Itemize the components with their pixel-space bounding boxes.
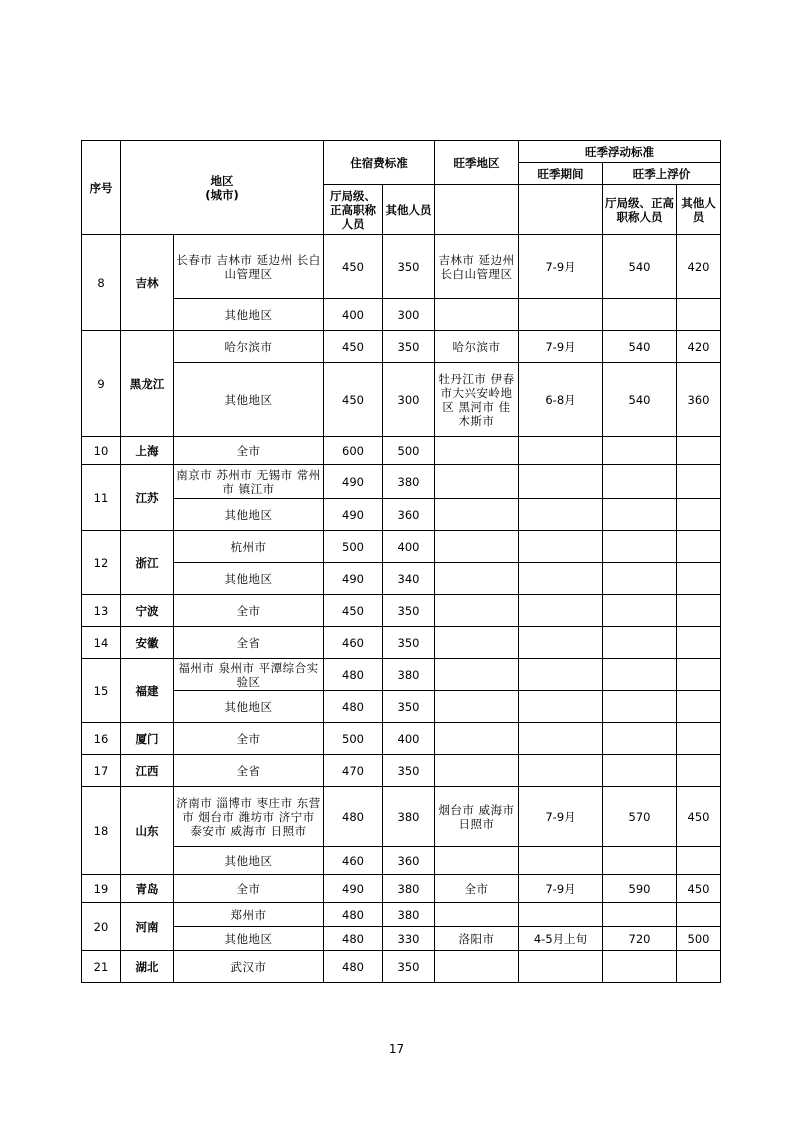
city-cell: 全省 — [174, 627, 324, 659]
empty-cell — [677, 847, 721, 875]
city-cell: 其他地区 — [174, 499, 324, 531]
peak-other-cell: 450 — [677, 875, 721, 903]
senior-rate-cell: 460 — [324, 627, 383, 659]
city-cell: 全市 — [174, 723, 324, 755]
empty-cell — [519, 847, 603, 875]
seq-cell: 20 — [82, 903, 121, 951]
empty-cell — [519, 563, 603, 595]
city-cell: 全市 — [174, 875, 324, 903]
peak-senior-cell: 540 — [603, 363, 677, 437]
lodging-standard-table — [81, 140, 721, 983]
other-rate-cell: 350 — [383, 331, 435, 363]
empty-cell — [435, 499, 519, 531]
peak-period-cell: 4-5月上旬 — [519, 927, 603, 951]
province-cell: 黑龙江 — [121, 331, 174, 437]
other-rate-cell: 350 — [383, 235, 435, 299]
peak-other-cell: 500 — [677, 927, 721, 951]
empty-cell — [435, 659, 519, 691]
empty-cell — [603, 659, 677, 691]
other-rate-cell: 380 — [383, 875, 435, 903]
empty-cell — [603, 723, 677, 755]
province-cell: 湖北 — [121, 951, 174, 983]
seq-cell: 12 — [82, 531, 121, 595]
empty-cell — [519, 903, 603, 927]
empty-cell — [677, 691, 721, 723]
province-cell: 福建 — [121, 659, 174, 723]
seq-cell: 16 — [82, 723, 121, 755]
empty-cell — [677, 299, 721, 331]
empty-cell — [435, 903, 519, 927]
senior-rate-cell: 480 — [324, 659, 383, 691]
empty-cell — [519, 627, 603, 659]
table-row — [82, 499, 721, 531]
table-row — [82, 951, 721, 983]
empty-cell — [677, 627, 721, 659]
peak-other-cell: 360 — [677, 363, 721, 437]
empty-cell — [677, 595, 721, 627]
city-cell: 长春市 吉林市 延边州 长白山管理区 — [174, 235, 324, 299]
senior-rate-cell: 490 — [324, 875, 383, 903]
table-row — [82, 787, 721, 847]
empty-cell — [603, 563, 677, 595]
table-row — [82, 723, 721, 755]
senior-rate-cell: 450 — [324, 363, 383, 437]
senior-rate-cell: 490 — [324, 499, 383, 531]
table-row — [82, 755, 721, 787]
city-cell: 其他地区 — [174, 563, 324, 595]
region-header-label: 地区 — [210, 173, 234, 188]
table-row — [82, 927, 721, 951]
seq-header: 序号 — [82, 141, 121, 235]
peak-area-cell: 吉林市 延边州 长白山管理区 — [435, 235, 519, 299]
peak-other-cell: 420 — [677, 331, 721, 363]
empty-cell — [677, 531, 721, 563]
peak-area-cell: 洛阳市 — [435, 927, 519, 951]
empty-cell — [435, 437, 519, 465]
city-cell: 郑州市 — [174, 903, 324, 927]
city-cell: 哈尔滨市 — [174, 331, 324, 363]
seq-cell: 17 — [82, 755, 121, 787]
empty-cell — [603, 499, 677, 531]
peak-period-cell: 7-9月 — [519, 331, 603, 363]
province-cell: 厦门 — [121, 723, 174, 755]
senior-rate-cell: 600 — [324, 437, 383, 465]
peak-area-cell: 牡丹江市 伊春市大兴安岭地区 黑河市 佳木斯市 — [435, 363, 519, 437]
empty-cell — [677, 755, 721, 787]
city-cell: 福州市 泉州市 平潭综合实验区 — [174, 659, 324, 691]
empty-cell — [435, 691, 519, 723]
empty-cell — [519, 465, 603, 499]
empty-cell — [519, 723, 603, 755]
lodging-other-header: 其他人员 — [383, 185, 435, 235]
province-cell: 浙江 — [121, 531, 174, 595]
other-rate-cell: 340 — [383, 563, 435, 595]
empty-cell — [435, 531, 519, 563]
seq-cell: 8 — [82, 235, 121, 331]
empty-cell — [519, 659, 603, 691]
peak-senior-cell: 540 — [603, 331, 677, 363]
empty-cell — [677, 465, 721, 499]
senior-rate-cell: 500 — [324, 723, 383, 755]
city-cell: 其他地区 — [174, 691, 324, 723]
senior-rate-cell: 480 — [324, 903, 383, 927]
seq-cell: 13 — [82, 595, 121, 627]
seq-cell: 9 — [82, 331, 121, 437]
table-row — [82, 847, 721, 875]
province-cell: 安徽 — [121, 627, 174, 659]
empty-cell — [519, 755, 603, 787]
peak-region-header: 旺季地区 — [435, 141, 519, 185]
empty-cell — [603, 755, 677, 787]
other-rate-cell: 350 — [383, 951, 435, 983]
city-cell: 全市 — [174, 437, 324, 465]
other-rate-cell: 350 — [383, 595, 435, 627]
seq-cell: 14 — [82, 627, 121, 659]
seq-cell: 19 — [82, 875, 121, 903]
peak-senior-cell: 720 — [603, 927, 677, 951]
empty-cell — [603, 531, 677, 563]
seq-cell: 18 — [82, 787, 121, 875]
page-number: 17 — [388, 1042, 405, 1056]
empty-cell — [435, 627, 519, 659]
province-cell: 江苏 — [121, 465, 174, 531]
senior-rate-cell: 480 — [324, 691, 383, 723]
senior-rate-cell: 400 — [324, 299, 383, 331]
empty-cell — [603, 627, 677, 659]
seq-cell: 10 — [82, 437, 121, 465]
peak-area-cell: 哈尔滨市 — [435, 331, 519, 363]
senior-rate-cell: 460 — [324, 847, 383, 875]
peak-senior-cell: 590 — [603, 875, 677, 903]
peak-senior-header: 厅局级、正高职称人员 — [603, 185, 677, 235]
empty-cell — [603, 299, 677, 331]
table-row — [82, 531, 721, 563]
empty-cell — [603, 437, 677, 465]
empty-cell — [519, 595, 603, 627]
empty-cell — [435, 563, 519, 595]
city-cell: 全省 — [174, 755, 324, 787]
peak-other-cell: 450 — [677, 787, 721, 847]
senior-rate-cell: 480 — [324, 951, 383, 983]
table-row — [82, 465, 721, 499]
table-row — [82, 691, 721, 723]
empty-cell — [519, 299, 603, 331]
empty-cell — [603, 691, 677, 723]
empty-cell — [435, 723, 519, 755]
province-cell: 河南 — [121, 903, 174, 951]
other-rate-cell: 380 — [383, 465, 435, 499]
province-cell: 宁波 — [121, 595, 174, 627]
empty-cell — [603, 903, 677, 927]
empty-cell — [677, 659, 721, 691]
city-cell: 其他地区 — [174, 363, 324, 437]
other-rate-cell: 380 — [383, 903, 435, 927]
other-rate-cell: 300 — [383, 299, 435, 331]
table-row — [82, 235, 721, 299]
empty-cell — [519, 691, 603, 723]
empty-cell — [603, 465, 677, 499]
peak-up-header: 旺季上浮价 — [603, 163, 721, 185]
table-row — [82, 903, 721, 927]
other-rate-cell: 400 — [383, 531, 435, 563]
table-row — [82, 437, 721, 465]
empty-cell — [435, 185, 519, 235]
senior-rate-cell: 490 — [324, 563, 383, 595]
other-rate-cell: 360 — [383, 847, 435, 875]
peak-other-cell: 420 — [677, 235, 721, 299]
empty-cell — [677, 499, 721, 531]
other-rate-cell: 330 — [383, 927, 435, 951]
empty-cell — [519, 499, 603, 531]
empty-cell — [435, 465, 519, 499]
other-rate-cell: 380 — [383, 787, 435, 847]
seq-cell: 15 — [82, 659, 121, 723]
city-cell: 其他地区 — [174, 299, 324, 331]
other-rate-cell: 380 — [383, 659, 435, 691]
senior-rate-cell: 480 — [324, 787, 383, 847]
other-rate-cell: 360 — [383, 499, 435, 531]
seq-cell: 21 — [82, 951, 121, 983]
senior-rate-cell: 470 — [324, 755, 383, 787]
empty-cell — [519, 437, 603, 465]
city-cell: 杭州市 — [174, 531, 324, 563]
peak-period-cell: 7-9月 — [519, 235, 603, 299]
table-row — [82, 299, 721, 331]
empty-cell — [603, 847, 677, 875]
other-rate-cell: 350 — [383, 755, 435, 787]
lodging-senior-header: 厅局级、正高职称人员 — [324, 185, 383, 235]
table-row — [82, 659, 721, 691]
empty-cell — [603, 595, 677, 627]
empty-cell — [677, 951, 721, 983]
peak-area-cell: 全市 — [435, 875, 519, 903]
region-header-sub: (城市) — [205, 187, 239, 202]
city-cell: 其他地区 — [174, 847, 324, 875]
table-row — [82, 563, 721, 595]
other-rate-cell: 400 — [383, 723, 435, 755]
other-rate-cell: 350 — [383, 627, 435, 659]
empty-cell — [435, 755, 519, 787]
peak-other-header: 其他人员 — [677, 185, 721, 235]
empty-cell — [435, 847, 519, 875]
empty-cell — [519, 531, 603, 563]
province-cell: 山东 — [121, 787, 174, 875]
seq-cell: 11 — [82, 465, 121, 531]
peak-period-cell: 6-8月 — [519, 363, 603, 437]
empty-cell — [603, 951, 677, 983]
empty-cell — [435, 299, 519, 331]
city-cell: 全市 — [174, 595, 324, 627]
empty-cell — [519, 185, 603, 235]
peak-period-header: 旺季期间 — [519, 163, 603, 185]
senior-rate-cell: 450 — [324, 331, 383, 363]
peak-area-cell: 烟台市 威海市 日照市 — [435, 787, 519, 847]
senior-rate-cell: 450 — [324, 235, 383, 299]
senior-rate-cell: 480 — [324, 927, 383, 951]
province-cell: 吉林 — [121, 235, 174, 331]
province-cell: 青岛 — [121, 875, 174, 903]
empty-cell — [677, 563, 721, 595]
empty-cell — [435, 951, 519, 983]
peak-senior-cell: 540 — [603, 235, 677, 299]
table-row — [82, 363, 721, 437]
peak-float-header: 旺季浮动标准 — [519, 141, 721, 163]
lodging-header: 住宿费标准 — [324, 141, 435, 185]
empty-cell — [677, 903, 721, 927]
peak-senior-cell: 570 — [603, 787, 677, 847]
table-row — [82, 627, 721, 659]
empty-cell — [677, 437, 721, 465]
peak-period-cell: 7-9月 — [519, 875, 603, 903]
other-rate-cell: 350 — [383, 691, 435, 723]
empty-cell — [677, 723, 721, 755]
city-cell: 武汉市 — [174, 951, 324, 983]
peak-period-cell: 7-9月 — [519, 787, 603, 847]
other-rate-cell: 300 — [383, 363, 435, 437]
empty-cell — [519, 951, 603, 983]
city-cell: 南京市 苏州市 无锡市 常州市 镇江市 — [174, 465, 324, 499]
table-row — [82, 595, 721, 627]
table-row — [82, 875, 721, 903]
senior-rate-cell: 490 — [324, 465, 383, 499]
province-cell: 上海 — [121, 437, 174, 465]
table-row — [82, 331, 721, 363]
city-cell: 其他地区 — [174, 927, 324, 951]
empty-cell — [435, 595, 519, 627]
region-header — [121, 141, 324, 235]
other-rate-cell: 500 — [383, 437, 435, 465]
province-cell: 江西 — [121, 755, 174, 787]
senior-rate-cell: 500 — [324, 531, 383, 563]
city-cell: 济南市 淄博市 枣庄市 东营市 烟台市 潍坊市 济宁市 泰安市 威海市 日照市 — [174, 787, 324, 847]
senior-rate-cell: 450 — [324, 595, 383, 627]
